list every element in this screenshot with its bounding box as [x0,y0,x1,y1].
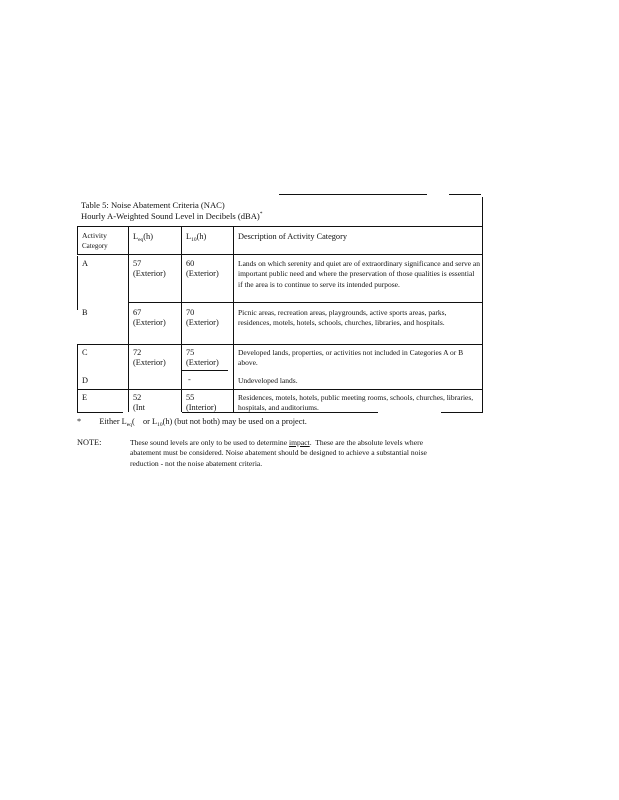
row-c-description: Developed lands, properties, or activities not included in Categories A or B above. [238,348,464,368]
header-leq: $L_{eq}(h)$ [133,232,153,243]
scan-line-top-right [449,194,481,195]
row-c-leq-location: (Exterior) [133,358,166,367]
row-separator-partial [182,370,228,371]
header-activity-category: Activity Category [82,231,108,250]
table-header-top-rule [77,226,483,227]
row-c-leq-value: 72 [133,348,142,357]
row-a-category: A [82,259,88,268]
row-d-description: Undeveloped lands. [238,376,298,385]
table-subtitle: Hourly A-Weighted Sound Level in Decibels (dBA)* [81,211,263,221]
table-left-border [77,226,78,254]
row-e-leq-location: (Int [133,403,145,412]
table-bottom-rule [77,412,123,413]
table-right-border [482,197,483,413]
table-left-border [77,256,78,310]
row-c-l10-value: 75 [186,348,195,357]
row-separator [77,389,483,390]
row-a-l10-location: (Exterior) [186,269,219,278]
row-b-l10-location: (Exterior) [186,318,219,327]
row-d-l10-value: - [188,375,191,384]
row-b-leq-location: (Exterior) [133,318,166,327]
table-left-border [77,345,78,413]
scan-line-top [279,194,427,195]
row-b-category: B [82,308,88,317]
footnote-marker: * [77,417,82,426]
table-header-bottom-rule [77,254,483,255]
table-title: Table 5: Noise Abatement Criteria (NAC) [81,200,225,210]
header-l10: $L_{10}(h)$ [186,232,207,243]
row-a-description: Lands on which serenity and quiet are of extraordinary significance and serve an important public need and where the preservation of those qualities is essential if the area is to continue to serve its intended purpose. [238,259,480,289]
row-e-l10-value: 55 [186,393,195,402]
row-c-l10-location: (Exterior) [186,358,219,367]
column-rule [128,226,129,412]
row-e-category: E [82,393,88,402]
note-text: These sound levels are only to be used to determine impact. These are the absolute levels where abatement must be considered. Noise abatement should be designed to achieve a substantial noise reduction - not the noise abatement criteria. [130,438,427,468]
footnote: * Either $L_{eq}$( or $L_{10}(h)$ (but not both) may be used on a project. [77,417,307,428]
row-d-category: D [82,376,88,385]
header-description: Description of Activity Category [238,232,347,241]
row-b-description: Picnic areas, recreation areas, playgrounds, active sports areas, parks, residences, motels, hotels, schools, churches, libraries, and hospitals. [238,308,447,328]
row-a-l10-value: 60 [186,259,195,268]
row-e-leq-value: 52 [133,393,142,402]
column-rule [233,226,234,412]
row-b-l10-value: 70 [186,308,195,317]
row-a-leq-location: (Exterior) [133,269,166,278]
row-b-leq-value: 67 [133,308,142,317]
row-separator [77,344,483,345]
row-a-leq-value: 57 [133,259,142,268]
note-label: NOTE: [77,438,102,447]
column-rule [181,226,182,412]
row-e-l10-location: (Interior) [186,403,217,412]
row-c-category: C [82,348,88,357]
row-e-description: Residences, motels, hotels, public meeting rooms, schools, churches, libraries, hospitals, and auditoriums. [238,393,474,413]
